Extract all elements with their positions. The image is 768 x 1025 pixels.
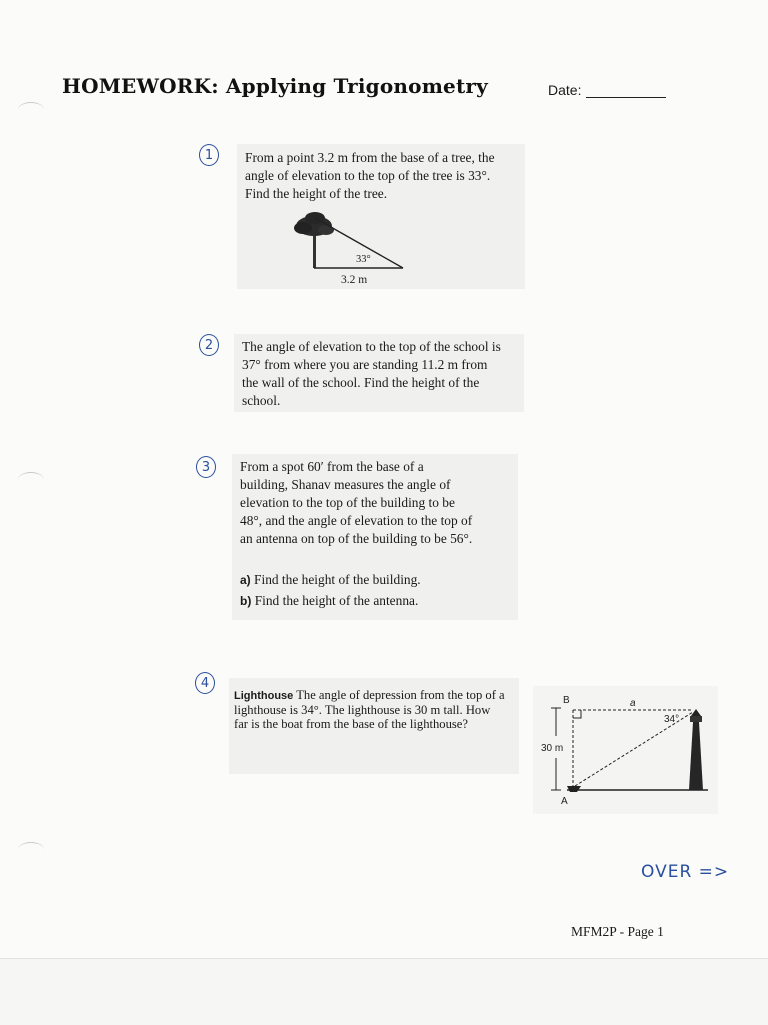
part-label: b) (240, 594, 252, 608)
problem-3-number-circle (196, 456, 216, 478)
problem-number: 3 (201, 459, 211, 475)
date-label: Date: (548, 82, 582, 98)
lighthouse-diagram (533, 686, 718, 814)
binder-hole-mark (18, 472, 44, 487)
problem-4-number-circle (195, 672, 215, 694)
problem-3-text: From a spot 60′ from the base of a building, Shanav measures the angle of elevation to the top of the building to be 48°, and the angle of elevation to the top of an antenna on top of the building to be 56°. (240, 459, 473, 546)
problem-1-card (237, 144, 525, 289)
part-label: a) (240, 573, 251, 587)
height-label: 30 m (541, 743, 564, 754)
binder-hole-mark (18, 102, 44, 117)
date-blank-line (586, 97, 666, 98)
page-bottom-margin (0, 958, 768, 1025)
handwritten-over-note: OVER => (641, 862, 730, 882)
problem-4-text (234, 688, 506, 731)
problem-2-number-circle (199, 334, 219, 356)
problem-2-card (234, 334, 524, 412)
problem-number: 2 (204, 337, 214, 353)
tree-diagram (237, 144, 525, 289)
problem-number: 4 (200, 675, 210, 691)
part-text: Find the height of the antenna. (254, 593, 419, 608)
problem-4-card (229, 678, 519, 774)
problem-1-text: From a point 3.2 m from the base of a tree, the angle of elevation to the top of the tree is 33°. Find the height of the tree. (245, 150, 495, 201)
problem-4-keyword: Lighthouse (234, 690, 294, 702)
problem-number: 1 (204, 147, 214, 163)
problem-3-card (232, 454, 518, 620)
side-a-label: a (630, 698, 636, 709)
binder-hole-mark (18, 842, 44, 857)
problem-1-number-circle (199, 144, 219, 166)
point-b-label: B (563, 695, 570, 706)
point-a-label: A (561, 796, 568, 807)
part-text: Find the height of the building. (254, 572, 421, 587)
tree-icon (294, 212, 334, 268)
problem-3-part-a (240, 569, 500, 591)
page-footer: MFM2P - Page 1 (571, 924, 664, 939)
problem-4-body: The angle of depression from the top of a lighthouse is 34°. The lighthouse is 30 m tall. How far is the boat from the base of the lighthouse? (234, 688, 505, 731)
tree-angle-label: 33° (356, 254, 371, 265)
problem-2-text: The angle of elevation to the top of the school is 37° from where you are standing 11.2 m from the wall of the school. Find the height of the school. (242, 339, 501, 408)
problem-3-part-b (240, 590, 500, 612)
page-title: HOMEWORK: Applying Trigonometry (62, 74, 488, 98)
tree-base-label: 3.2 m (341, 274, 368, 286)
depression-angle-label: 34° (664, 714, 680, 725)
